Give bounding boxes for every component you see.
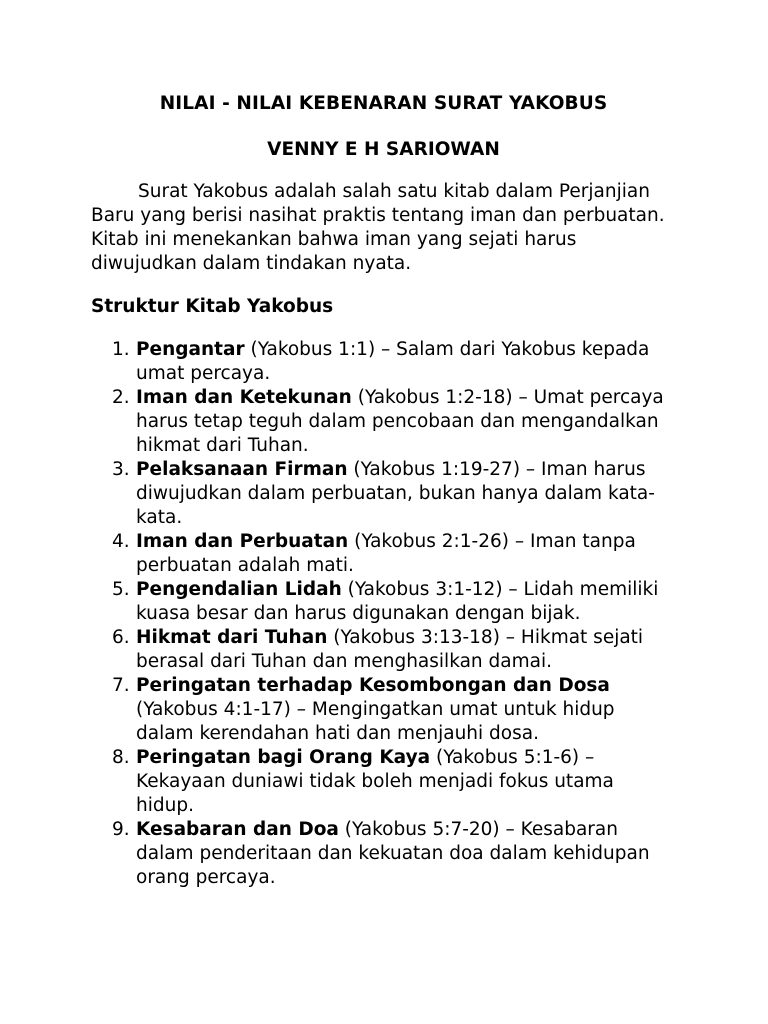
list-item-term: Kesabaran dan Doa <box>136 819 339 840</box>
list-item <box>91 746 676 818</box>
list-item-description: (Yakobus 3:1-12) – Lidah memiliki kuasa besar dan harus digunakan dengan bijak. <box>136 579 659 624</box>
list-item <box>91 626 676 674</box>
structure-list <box>91 338 676 890</box>
list-item-number: 1. <box>112 339 130 360</box>
list-item-number: 6. <box>112 627 130 648</box>
list-item-term: Iman dan Perbuatan <box>136 531 349 552</box>
list-item-description: (Yakobus 5:7-20) – Kesabaran dalam penderitaan dan kekuatan doa dalam kehidupan orang percaya. <box>136 819 650 888</box>
list-item <box>91 818 676 890</box>
list-item <box>91 674 676 746</box>
list-item-number: 2. <box>112 387 130 408</box>
list-item-term: Pengendalian Lidah <box>136 579 342 600</box>
list-item-number: 8. <box>112 747 130 768</box>
list-item-number: 7. <box>112 675 130 696</box>
list-item-term: Hikmat dari Tuhan <box>136 627 328 648</box>
list-item-description: (Yakobus 1:2-18) – Umat percaya harus tetap teguh dalam pencobaan dan mengandalkan hikmat dari Tuhan. <box>136 387 664 456</box>
list-item-number: 9. <box>112 819 130 840</box>
list-item-term: Peringatan bagi Orang Kaya <box>136 747 431 768</box>
document-author: VENNY E H SARIOWAN <box>267 139 500 160</box>
list-item-description: (Yakobus 1:19-27) – Iman harus diwujudkan dalam perbuatan, bukan hanya dalam kata-kata. <box>136 459 655 528</box>
list-item-description: (Yakobus 2:1-26) – Iman tanpa perbuatan adalah mati. <box>136 531 636 576</box>
section-heading: Struktur Kitab Yakobus <box>91 296 334 317</box>
list-item <box>91 530 676 578</box>
list-item-term: Pelaksanaan Firman <box>136 459 348 480</box>
list-item-description: (Yakobus 3:13-18) – Hikmat sejati berasal dari Tuhan dan menghasilkan damai. <box>136 627 644 672</box>
list-item <box>91 578 676 626</box>
list-item <box>91 386 676 458</box>
list-item-term: Pengantar <box>136 339 245 360</box>
list-item-number: 4. <box>112 531 130 552</box>
list-item-term: Peringatan terhadap Kesombongan dan Dosa <box>136 675 610 696</box>
list-item-number: 3. <box>112 459 130 480</box>
list-item-description: (Yakobus 5:1-6) – Kekayaan duniawi tidak boleh menjadi fokus utama hidup. <box>136 747 614 816</box>
list-item-term: Iman dan Ketekunan <box>136 387 352 408</box>
list-item-description: (Yakobus 4:1-17) – Mengingatkan umat untuk hidup dalam kerendahan hati dan menjauhi dosa. <box>136 699 615 744</box>
list-item <box>91 338 676 386</box>
document-title: NILAI - NILAI KEBENARAN SURAT YAKOBUS <box>159 93 608 114</box>
intro-paragraph: Surat Yakobus adalah salah satu kitab dalam Perjanjian Baru yang berisi nasihat praktis tentang iman dan perbuatan. Kitab ini menekankan bahwa iman yang sejati harus diwujudkan dalam tindakan nyata. <box>91 181 665 274</box>
list-item <box>91 458 676 530</box>
list-item-description: (Yakobus 1:1) – Salam dari Yakobus kepada umat percaya. <box>136 339 650 384</box>
list-item-number: 5. <box>112 579 130 600</box>
